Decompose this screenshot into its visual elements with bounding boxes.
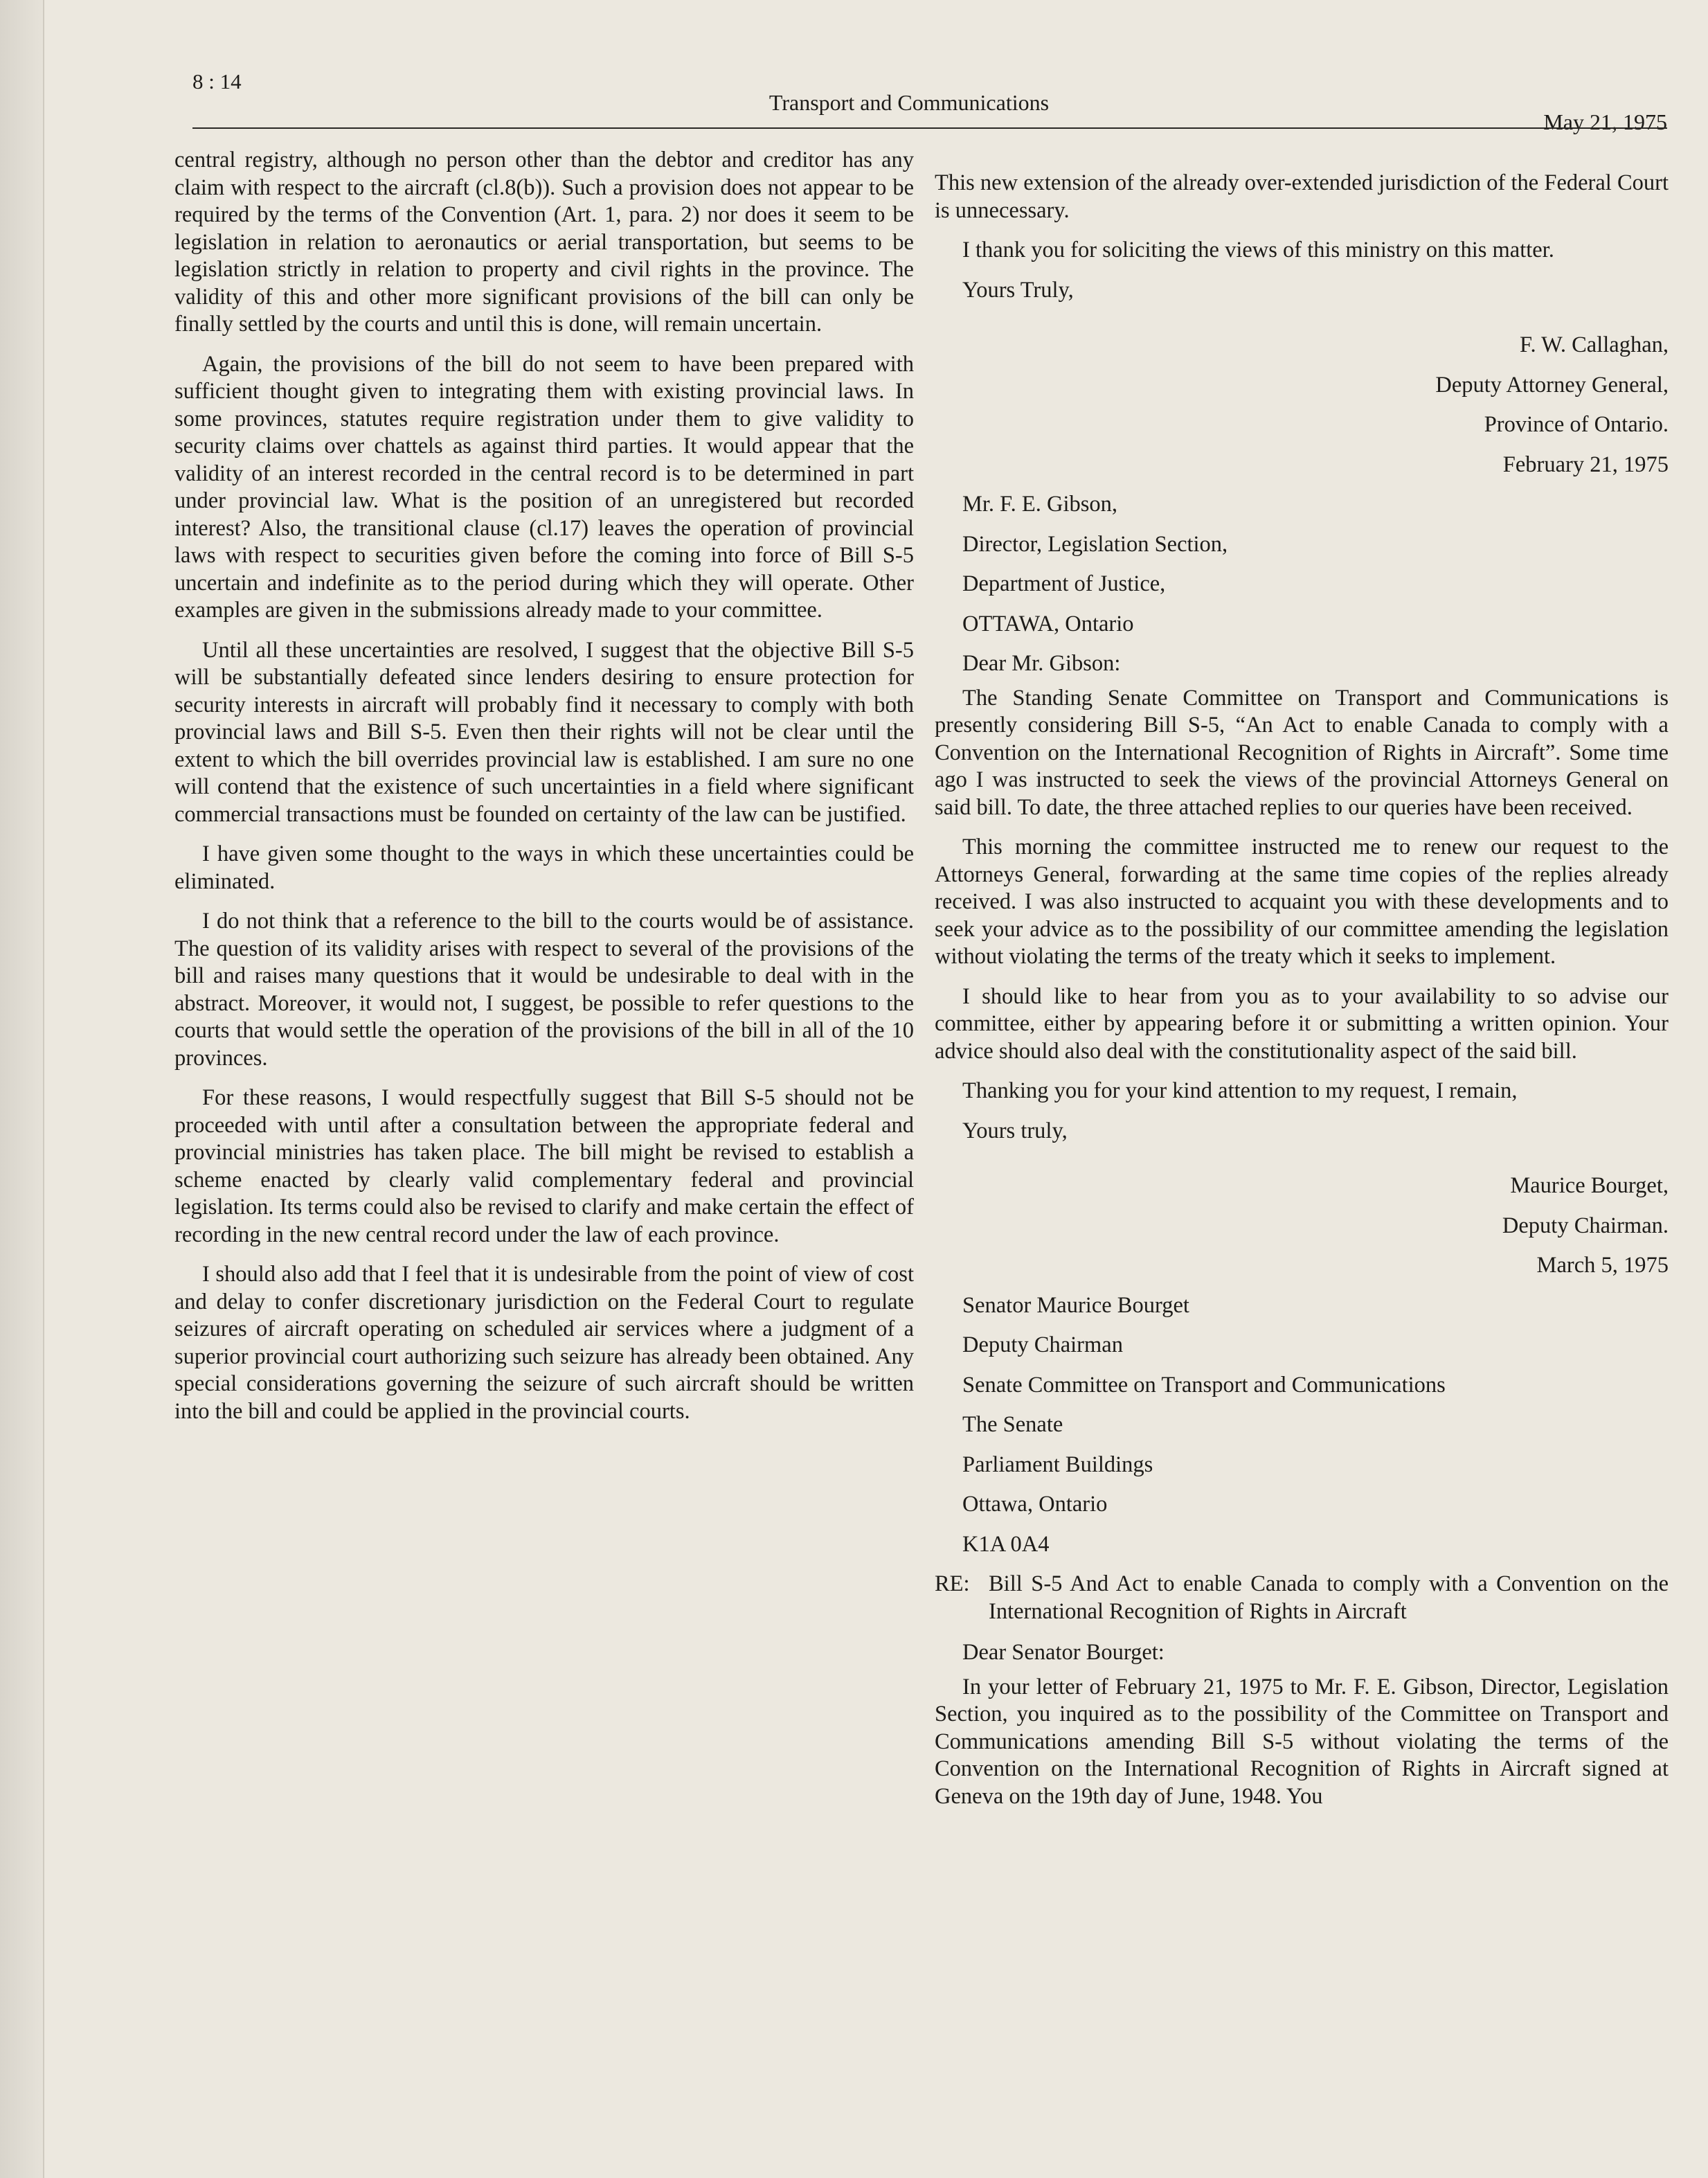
signature-line: Deputy Attorney General, (1435, 372, 1669, 398)
address-line: The Senate (962, 1412, 1063, 1437)
signature-line: F. W. Callaghan, (1520, 332, 1669, 357)
subject-text: Bill S-5 And Act to enable Canada to comply with a Convention on the International Recognition of Rights in Aircraft (989, 1571, 1669, 1624)
address-line: Deputy Chairman (962, 1332, 1123, 1357)
paragraph: This morning the committee instructed me to renew our request to the Attorneys General, forwarding at the same time copies of the replies already received. I was also instructed to acquaint you with these developments and to seek your advice as to the possibility of our committee amending the legislation without violating the terms of the treaty which it seeks to implement. (935, 834, 1669, 969)
letter-closing: Yours Truly, (962, 277, 1074, 303)
paragraph: I do not think that a reference to the bill to the courts would be of assistance. The question of its validity arises with respect to several of the provisions of the bill and raises many questions that it would be undesirable to deal with in the abstract. Moreover, it would not, I suggest, be possible to refer questions to the courts that would settle the operation of the provisions of the bill in all of the 10 provinces. (174, 909, 914, 1071)
paragraph: I should like to hear from you as to your availability to so advise our committee, either by appearing before it or submitting a written opinion. Your advice should also deal with the constitutionality aspect of the said bill. (935, 983, 1669, 1064)
subject-label: RE: (935, 1571, 970, 1596)
address-line: Mr. F. E. Gibson, (962, 492, 1118, 517)
subject-line (935, 1571, 1669, 1625)
paragraph: central registry, although no person other than the debtor and creditor has any claim with respect to the aircraft (cl.8(b)). Such a provision does not appear to be required by the terms of the Convention (Art. 1, para. 2) nor does it seem to be legislation in relation to aeronautics or aerial transportation, but seems to be legislation strictly in relation to property and civil rights in the province. The validity of this and other more significant provisions of the bill can only be finally settled by the courts and until this is done, will remain uncertain. (174, 148, 914, 337)
paragraph: I have given some thought to the ways in which these uncertainties could be eliminated. (174, 841, 914, 894)
paragraph: In your letter of February 21, 1975 to Mr. F. E. Gibson, Director, Legislation Section, you inquired as to the possibility of the Committee on Transport and Communications amending Bill S-5 without violating the terms of the Convention on the International Recognition of Rights in Aircraft signed at Geneva on the 19th day of June, 1948. You (935, 1674, 1669, 1809)
address-line: K1A 0A4 (962, 1531, 1050, 1557)
letter-date: February 21, 1975 (1502, 452, 1669, 477)
signature-line: Province of Ontario. (1484, 412, 1669, 437)
header-date: May 21, 1975 (1543, 109, 1667, 134)
paragraph: Thanking you for your kind attention to my request, I remain, (962, 1078, 1518, 1103)
right-column (935, 170, 1669, 1823)
letter-closing: Yours truly, (962, 1118, 1068, 1143)
address-line: Parliament Buildings (962, 1452, 1153, 1477)
header-rule (192, 127, 1667, 129)
address-line: Department of Justice, (962, 571, 1166, 596)
binding-gutter (0, 0, 44, 2178)
paragraph: I thank you for soliciting the views of this ministry on this matter. (962, 238, 1554, 262)
address-line: Senator Maurice Bourget (962, 1292, 1189, 1318)
signature-line: Deputy Chairman. (1502, 1213, 1669, 1238)
address-line: Director, Legislation Section, (962, 531, 1228, 557)
paragraph: The Standing Senate Committee on Transport and Communications is presently considering Bill S-5, “An Act to enable Canada to comply with a Convention on the International Recognition of Rights in Aircraft”. Some time ago I was instructed to seek the views of the provincial Attorneys General on said bill. To date, the three attached replies to our queries have been received. (935, 685, 1669, 820)
running-title: Transport and Communications (768, 90, 1050, 115)
paragraph: I should also add that I feel that it is undesirable from the point of view of cost and delay to confer discretionary jurisdiction on the Federal Court to regulate seizures of aircraft operating on scheduled air services where a judgment of a superior provincial court authorizing such seizure has already been obtained. Any special considerations governing the seizure of such aircraft should be written into the bill and could be applied in the provincial courts. (174, 1262, 914, 1424)
letter-date: March 5, 1975 (1536, 1253, 1669, 1278)
paragraph: For these reasons, I would respectfully suggest that Bill S-5 should not be proceeded with until after a consultation between the appropriate federal and provincial ministries has taken place. The bill might be revised to establish a scheme enacted by clearly valid complementary federal and provincial legislation. Its terms could also be revised to clarify and make certain the effect of recording in the new central record under the law of each province. (174, 1085, 914, 1247)
salutation: Dear Senator Bourget: (962, 1640, 1165, 1665)
paragraph: Until all these uncertainties are resolved, I suggest that the objective Bill S-5 will be substantially defeated since lenders desiring to ensure protection for security interests in aircraft will probably find it necessary to comply with both provincial laws and Bill S-5. Even then their rights will not be clear until the extent to which the bill overrides provincial law is established. I am sure no one will contend that the existence of such uncertainties in a field where significant commercial transactions must be founded on certainty of the law can be justified. (174, 637, 914, 827)
salutation: Dear Mr. Gibson: (962, 651, 1121, 676)
paragraph: This new extension of the already over-extended jurisdiction of the Federal Court is unnecessary. (935, 170, 1669, 223)
address-line: Ottawa, Ontario (962, 1492, 1108, 1517)
page-header (151, 66, 1667, 143)
address-line: Senate Committee on Transport and Communications (962, 1372, 1446, 1398)
page-number: 8 : 14 (192, 69, 242, 93)
signature-line: Maurice Bourget, (1510, 1173, 1669, 1198)
left-column (174, 147, 914, 1438)
address-line: OTTAWA, Ontario (962, 611, 1134, 636)
paragraph: Again, the provisions of the bill do not seem to have been prepared with sufficient thought given to integrating them with existing provincial laws. In some provinces, statutes require registration under them to give validity to security claims over chattels as against third parties. It would appear that the validity of an interest recorded in the central record is to be determined in part under provincial law. What is the position of an unregistered but recorded interest? Also, the transitional clause (cl.17) leaves the operation of provincial laws with respect to securities given before the coming into force of Bill S-5 uncertain and indefinite as to the period during which they will operate. Other examples are given in the submissions already made to your committee. (174, 351, 914, 623)
